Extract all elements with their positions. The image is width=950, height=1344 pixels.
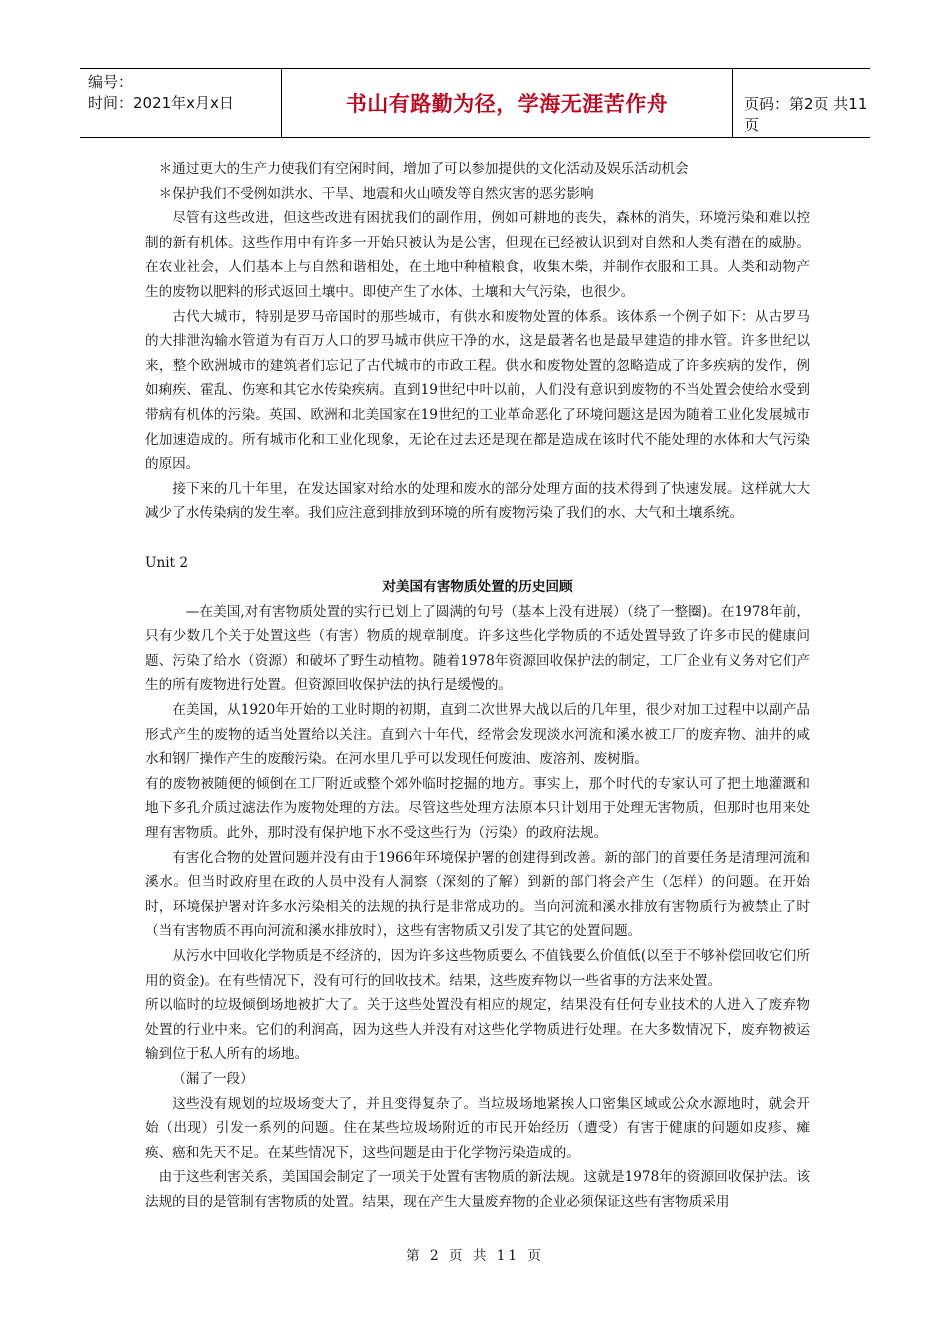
body-paragraph: 尽管有这些改进，但这些改进有困扰我们的副作用，例如可耕地的丧失，森林的消失，环境污染和难以控制的新有机体。这些作用中有许多一开始只被认为是公害，但现在已经被认识到对自然和人类有潜在的威胁。在农业社会，人们基本上与自然和谐相处，在土地中种植粮食，收集木柴，并制作衣服和工具。人类和动物产生的废物以肥料的形式返回土壤中。即使产生了水体、土壤和大气污染，也很少。 [145,210,810,300]
body-paragraph: 有害化合物的处置问题并没有由于1966年环境保护署的创建得到改善。新的部门的首要任务是清理河流和溪水。但当时政府里在政的人员中没有人洞察（深刻的了解）到新的部门将会产生（怎样）的问题。在开始时，环境保护署对许多水污染相关的法规的执行是非常成功的。当向河流和溪水排放有害物质行为被禁止了时（当有害物质不再向河流和溪水排放时），这些有害物质又引发了其它的处置问题。 [145,849,810,940]
bullet-paragraph: ＊通过更大的生产力使我们有空闲时间，增加了可以参加提供的文化活动及娱乐活动机会 [158,161,689,177]
header-meta [80,69,281,137]
page-header [80,68,870,138]
body-paragraph: 这些没有规划的垃圾场变大了，并且变得复杂了。当垃圾场地紧挨人口密集区域或公众水源地时，就会开始（出现）引发一系列的问题。住在某些垃圾场附近的市民开始经历（遭受）有害于健康的问题如皮疹、瘫痪、癌和先天不足。在某些情况下，这些问题是由于化学物污染造成的。 [145,1095,810,1161]
section-title: 对美国有害物质处置的历史回顾 [382,579,573,596]
body-paragraph: 有的废物被随便的倾倒在工厂附近或整个郊外临时挖掘的地方。事实上，那个时代的专家认可了把土地灌溉和地下多孔介质过滤法作为废物处理的方法。尽管这些处理方法原本只计划用于处理无害物质，但那时也用来处理有害物质。此外，那时没有保护地下水不受这些行为（污染）的政府法规。 [145,775,810,842]
body-paragraph: 所以临时的垃圾倾倒场地被扩大了。关于这些处置没有相应的规定，结果没有任何专业技术的人进入了废弃物处置的行业中来。它们的利润高，因为这些人并没有对这些化学物质进行处理。在大多数情况下，废弃物被运输到位于私人所有的场地。 [145,997,810,1063]
body-paragraph: 从污水中回收化学物质是不经济的，因为许多这些物质要么 不值钱要么价值低(以至于不够补偿回收它们所用的资金)。在有些情况下，没有可行的回收技术。结果，这些废弃物以一些省事的方法来处置。 [145,948,810,989]
header-motto: 书山有路勤为径，学海无涯苦作舟 [345,92,669,116]
body-paragraph: 由于这些利害关系，美国国会制定了一项关于处置有害物质的新法规。这就是1978年的资源回收保护法。该法规的目的是管制有害物质的处置。结果，现在产生大量废弃物的企业必须保证这些有害物质采用 [145,1169,810,1210]
document-body [145,157,810,1215]
unit-label: Unit 2 [145,554,188,571]
spacer [145,526,810,551]
body-paragraph: 接下来的几十年里，在发达国家对给水的处理和废水的部分处理方面的技术得到了快速发展。这样就大大减少了水传染病的发生率。我们应注意到排放到环境的所有废物污染了我们的水、大气和土壤系统。 [145,480,810,522]
header-page-info: 页码：第2页 共11页 [744,95,868,134]
body-paragraph: 在美国，从1920年开始的工业时期的初期，直到二次世界大战以后的几年里，很少对加工过程中以副产品形式产生的废物的适当处置给以关注。直到六十年代，经常会发现淡水河流和溪水被工厂的废弃物、油井的咸水和钢厂操作产生的废酸污染。在河水里几乎可以发现任何废油、废溶剂、废树脂。 [145,702,810,768]
body-paragraph: 古代大城市，特别是罗马帝国时的那些城市，有供水和废物处置的体系。该体系一个例子如下：从古罗马的大排泄沟输水管道为有百万人口的罗马城市供应干净的水，这是最著名也是最早建造的排水管。许多世纪以来，整个欧洲城市的建筑者们忘记了古代城市的市政工程。供水和废物处置的忽略造成了许多疾病的发作，例如痢疾、霍乱、伤寒和其它水传染疾病。直到19世纪中叶以前，人们没有意识到废物的不当处置会使给水受到带病有机体的污染。英国、欧洲和北美国家在19世纪的工业革命恶化了环境问题这是因为随着工业化发展城市化加速造成的。所有城市化和工业化现象，无论在过去还是现在都是造成在该时代不能处理的水体和大气污染的原因。 [145,308,810,473]
page-footer: 第 2 页 共 11 页 [406,1248,544,1264]
number-label: 编号： [88,73,134,91]
header-divider [732,69,733,137]
body-paragraph: —在美国,对有害物质处置的实行已划上了圆满的句号（基本上没有进展）（绕了一整圈)。在1978年前，只有少数几个关于处置这些（有害）物质的规章制度。许多这些化学物质的不适处置导致了许多市民的健康问题、污染了给水（资源）和破坏了野生动植物。随着1978年资源回收保护法的制定，工厂企业有义务对它们产生的所有废物进行处置。但资源回收保护法的执行是缓慢的。 [145,603,810,694]
note-paragraph: （漏了一段） [172,1070,254,1087]
bullet-paragraph: ＊保护我们不受例如洪水、干旱、地震和火山喷发等自然灾害的恶劣影响 [158,185,594,202]
date-line: 时间：2021年x月x日 [88,94,234,112]
